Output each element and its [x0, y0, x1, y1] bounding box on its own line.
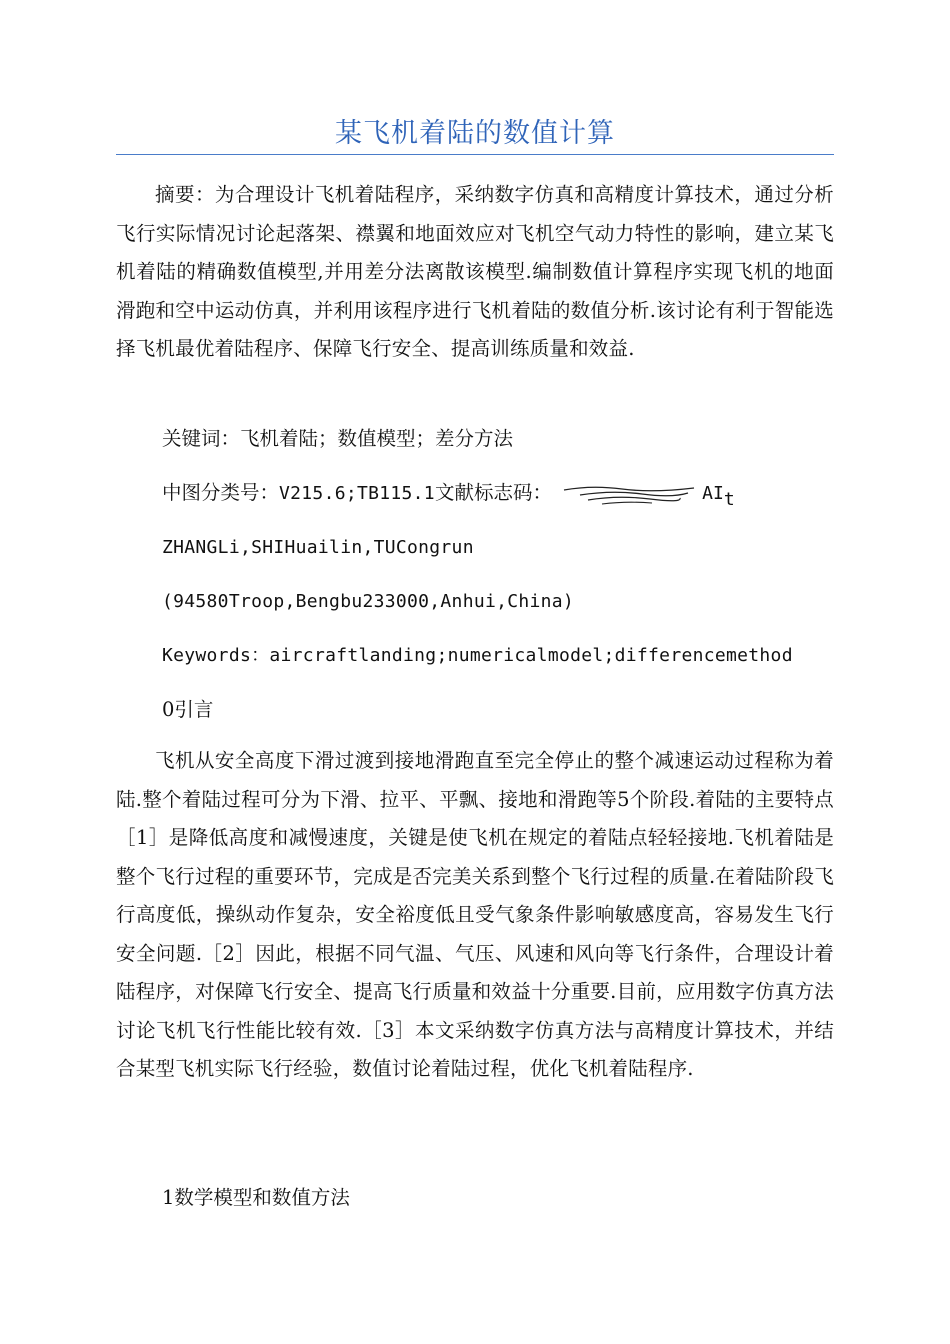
- abstract-paragraph: 摘要：为合理设计飞机着陆程序，采纳数字仿真和高精度计算技术，通过分析飞行实际情况讨论起落架、襟翼和地面效应对飞机空气动力特性的影响，建立某飞机着陆的精确数值模型,并用差分法离散该模型.编制数值计算程序实现飞机的地面滑跑和空中运动仿真，并利用该程序进行飞机着陆的数值分析.该讨论有利于智能选择飞机最优着陆程序、保障飞行安全、提高训练质量和效益.: [116, 183, 834, 360]
- scribble-mark: [562, 481, 698, 507]
- affiliation-line: (94580Troop,Bengbu233000,Anhui,China): [162, 591, 575, 612]
- document-title: 某飞机着陆的数值计算: [335, 118, 615, 149]
- classification-prefix: 中图分类号：: [162, 481, 280, 504]
- keywords-cn: 关键词：飞机着陆；数值模型；差分方法: [162, 427, 514, 450]
- section-0-heading: 0引言: [162, 698, 214, 721]
- keywords-en: Keywords：aircraftlanding;numericalmodel;differencemethod: [162, 645, 793, 666]
- classification-code: V215.6;TB115.1: [279, 483, 435, 504]
- code-after-sub: t: [723, 489, 735, 510]
- section-1-heading: 1数学模型和数值方法: [162, 1186, 350, 1209]
- code-after-text: AI: [702, 483, 724, 504]
- authors-line: ZHANGLi,SHIHuailin,TUCongrun: [162, 537, 474, 558]
- title-underline: [116, 154, 834, 155]
- document-code-label: 文献标志码：: [434, 481, 552, 504]
- classification-line: [162, 478, 735, 509]
- intro-paragraph: 飞机从安全高度下滑过渡到接地滑跑直至完全停止的整个减速运动过程称为着陆.整个着陆过程可分为下滑、拉平、平飘、接地和滑跑等5个阶段.着陆的主要特点［1］是降低高度和减慢速度，关键是使飞机在规定的着陆点轻轻接地.飞机着陆是整个飞行过程的重要环节，完成是否完美关系到整个飞行过程的质量.在着陆阶段飞行高度低，操纵动作复杂，安全裕度低且受气象条件影响敏感度高，容易发生飞行安全问题.［2］因此，根据不同气温、气压、风速和风向等飞行条件，合理设计着陆程序，对保障飞行安全、提高飞行质量和效益十分重要.目前，应用数字仿真方法讨论飞机飞行性能比较有效.［3］本文采纳数字仿真方法与高精度计算技术，并结合某型飞机实际飞行经验，数值讨论着陆过程，优化飞机着陆程序.: [116, 749, 834, 1080]
